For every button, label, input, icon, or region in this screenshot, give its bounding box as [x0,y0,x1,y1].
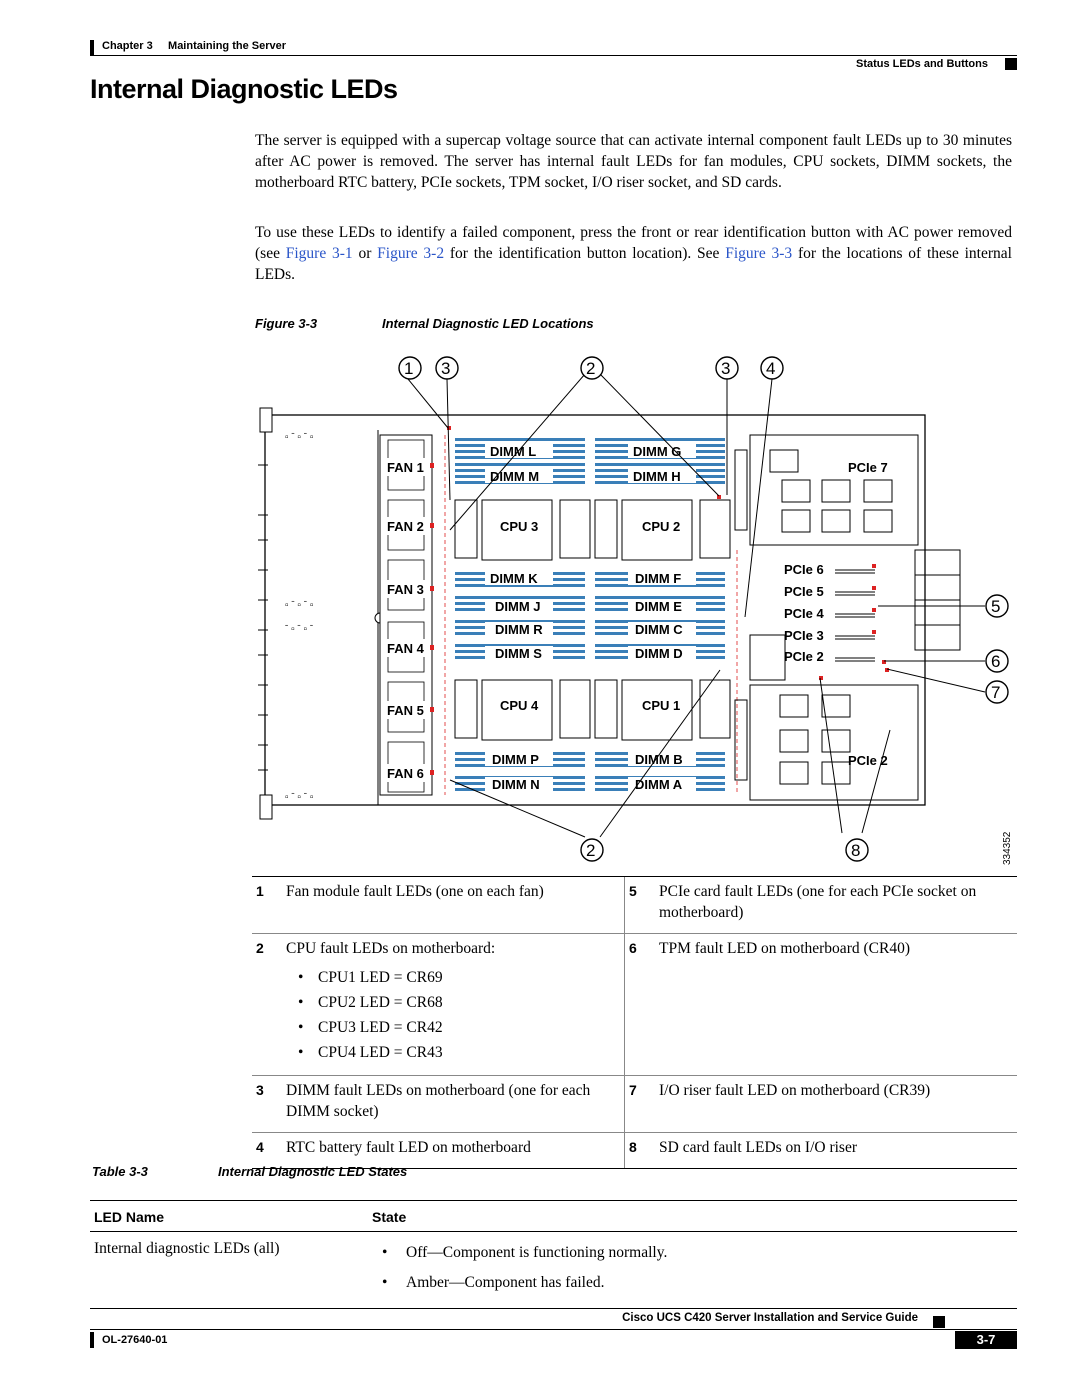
figure-title: Internal Diagnostic LED Locations [382,316,594,331]
svg-text:3: 3 [721,359,731,378]
header-square [1005,58,1017,70]
figure-id-number: 334352 [1002,831,1013,865]
svg-text:8: 8 [851,841,861,860]
svg-text:4: 4 [766,359,776,378]
svg-text:DIMM J: DIMM J [495,599,541,614]
fan-5-label: FAN 5 [387,703,424,718]
svg-text:2: 2 [586,359,596,378]
legend-row [252,877,1017,934]
table-header-row [90,1201,1017,1232]
svg-text:DIMM D: DIMM D [635,646,683,661]
footer-doc-number: OL-27640-01 [102,1334,168,1346]
svg-text:3: 3 [441,359,451,378]
list-item: • CPU1 LED = CR69 [286,965,618,990]
legend-number: 1 [252,877,280,934]
legend-text: I/O riser fault LED on motherboard (CR39) [653,1076,1017,1133]
svg-text:1: 1 [404,359,414,378]
state-cell [368,1232,1017,1309]
led-name-cell: Internal diagnostic LEDs (all) [90,1232,368,1309]
list-item: • CPU3 LED = CR42 [286,1015,618,1040]
legend-number: 4 [252,1133,280,1169]
paragraph-2: To use these LEDs to identify a failed component, press the front or rear identification button with AC power removed (see Figure 3-1 or Figure 3-2 for the identification button location). See Figure 3-3 for the locations of these internal LEDs. [255,224,1012,283]
legend-text: PCIe card fault LEDs (one for each PCIe socket on motherboard) [653,877,1017,934]
svg-text:▫ ˉ ▫ ˉ ▫: ▫ ˉ ▫ ˉ ▫ [285,432,314,443]
footer-square [933,1316,945,1328]
legend-row [252,934,1017,1076]
svg-text:DIMM M: DIMM M [490,469,540,484]
header-bar [90,40,94,56]
figure-3-3-link[interactable]: Figure 3-3 [725,245,793,262]
header-section: Status LEDs and Buttons [855,58,988,70]
fan-3-label: FAN 3 [387,582,424,597]
pcie-4-label: PCIe 4 [784,606,824,621]
svg-text:DIMM N: DIMM N [492,777,540,792]
page-number: 3-7 [955,1331,1017,1349]
legend-row [252,1076,1017,1133]
legend-number: 8 [625,1133,654,1169]
legend-text: SD card fault LEDs on I/O riser [653,1133,1017,1169]
svg-text:DIMM P: DIMM P [492,752,539,767]
legend-text: Fan module fault LEDs (one on each fan) [280,877,625,934]
column-header-state: State [368,1201,1017,1232]
fan-modules [380,435,434,795]
led-states-table [90,1200,1017,1309]
cpu-4-label: CPU 4 [500,698,539,713]
list-item: • Off—Component is functioning normally. [372,1238,1013,1268]
callout-legend-table [252,876,1017,1169]
header-chapter: Chapter 3 Maintaining the Server [102,40,287,52]
state-list [372,1238,1013,1298]
header-rule [90,55,1017,56]
pcie-6-label: PCIe 6 [784,562,824,577]
svg-text:DIMM L: DIMM L [490,444,537,459]
pcie-7-label: PCIe 7 [848,460,888,475]
chassis [258,408,925,819]
svg-text:DIMM K: DIMM K [490,571,538,586]
svg-text:6: 6 [991,652,1001,671]
svg-text:DIMM R: DIMM R [495,622,543,637]
figure-3-1-link[interactable]: Figure 3-1 [285,245,353,262]
svg-text:DIMM A: DIMM A [635,777,683,792]
legend-number: 3 [252,1076,280,1133]
cpu-1-label: CPU 1 [642,698,681,713]
pcie-3-label: PCIe 3 [784,628,824,643]
list-item: • Amber—Component has failed. [372,1268,1013,1298]
table-row [90,1232,1017,1309]
svg-text:ˉ ▫ ˉ ▫ ˉ: ˉ ▫ ˉ ▫ ˉ [285,624,314,635]
svg-text:DIMM B: DIMM B [635,752,683,767]
fan-6-label: FAN 6 [387,766,424,781]
svg-text:DIMM F: DIMM F [635,571,682,586]
figure-3-2-link[interactable]: Figure 3-2 [377,245,445,262]
svg-text:DIMM E: DIMM E [635,599,682,614]
table-label: Table 3-3 [92,1164,148,1179]
pcie-2-riser-label: PCIe 2 [848,753,888,768]
svg-text:DIMM G: DIMM G [633,444,682,459]
fan-2-label: FAN 2 [387,519,424,534]
pcie-5-label: PCIe 5 [784,584,824,599]
fan-1-label: FAN 1 [387,460,424,475]
cpu-2-label: CPU 2 [642,519,681,534]
fan-4-label: FAN 4 [387,641,424,656]
figure-label: Figure 3-3 [255,316,318,331]
footer-bar [90,1332,94,1348]
legend-number: 5 [625,877,654,934]
list-item: • CPU4 LED = CR43 [286,1040,618,1065]
table-title: Internal Diagnostic LED States [218,1164,408,1179]
footer-rule [90,1329,1017,1330]
svg-text:7: 7 [991,683,1001,702]
legend-text: CPU fault LEDs on motherboard: • CPU1 LED = CR69 • CPU2 LED = CR68 • CPU3 LED = CR42 • CPU4 LED = CR43 [280,934,625,1076]
column-header-led-name: LED Name [90,1201,368,1232]
legend-number: 7 [625,1076,654,1133]
svg-text:▫ ˉ ▫ ˉ ▫: ▫ ˉ ▫ ˉ ▫ [285,792,314,803]
pcie-2-label: PCIe 2 [784,649,824,664]
legend-text: DIMM fault LEDs on motherboard (one for each DIMM socket) [280,1076,625,1133]
legend-number: 2 [252,934,280,1076]
list-item: • CPU2 LED = CR68 [286,990,618,1015]
legend-text: RTC battery fault LED on motherboard [280,1133,625,1169]
svg-text:DIMM C: DIMM C [635,622,683,637]
cpu-led-list [286,965,618,1065]
svg-text:2: 2 [586,841,596,860]
svg-text:DIMM H: DIMM H [633,469,681,484]
paragraph-1: The server is equipped with a supercap voltage source that can activate internal component fault LEDs up to 30 minutes after AC power is removed. The server has internal fault LEDs for fan modules, CPU sockets, DIMM sockets, the motherboard RTC battery, PCIe sockets, TPM socket, I/O riser socket, and SD cards. [255,132,1012,191]
legend-text: TPM fault LED on motherboard (CR40) [653,934,1017,1076]
cpu-3-label: CPU 3 [500,519,539,534]
svg-text:5: 5 [991,597,1001,616]
legend-number: 6 [625,934,654,1076]
led-locations-diagram [250,350,1020,870]
svg-text:DIMM S: DIMM S [495,646,542,661]
svg-text:▫ ˉ ▫ ˉ ▫: ▫ ˉ ▫ ˉ ▫ [285,600,314,611]
page-title: Internal Diagnostic LEDs [90,74,398,104]
footer-guide-title: Cisco UCS C420 Server Installation and Service Guide [622,1312,918,1324]
